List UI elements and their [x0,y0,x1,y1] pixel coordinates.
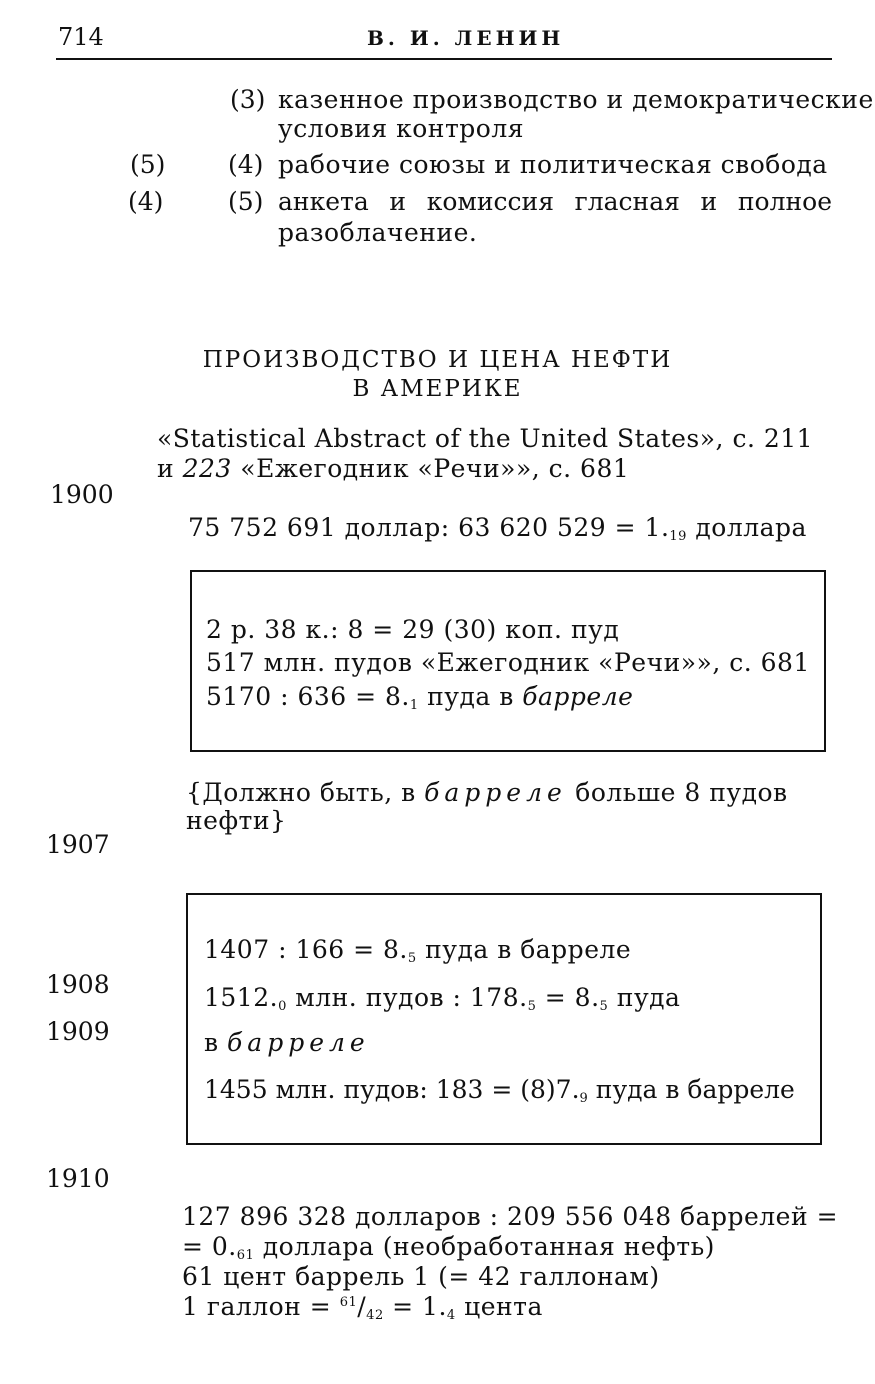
note-line-1: {Должно быть, в барреле больше 8 пудов [186,778,788,807]
list-item-4-left-number: (5) [130,150,166,179]
list-item-4-number: (4) [228,150,264,179]
list-item-4-text: рабочие союзы и политическая свобода [278,150,828,179]
calc-1910-line-3: 61 цент баррель 1 (= 42 галлонам) [182,1262,660,1291]
list-item-5-text: анкета и комиссия гласная и полное [278,187,832,216]
year-1910: 1910 [46,1164,110,1193]
box1-line-1: 2 р. 38 к.: 8 = 29 (30) коп. пуд [206,615,620,644]
list-item-3-text-cont: условия контроля [278,114,524,143]
box1-line-3: 5170 : $636 = 8._1$ пуда в барреле [206,682,634,713]
box1-line-2: 517 млн. пудов «Ежегодник «Речи»», с. 681 [206,648,810,677]
calc-1910-line-4: 1 галлон = $^{61}/_{42} = 1._4$ цента [182,1292,543,1323]
note-line-2: нефти} [186,806,287,835]
box2-line-3: в барреле [204,1028,370,1057]
list-item-3-number: (3) [230,85,266,114]
box2-line-2: $1512._0$ млн. пудов : $178._5 = 8._5$ пуда [204,983,681,1014]
header-rule [56,58,832,60]
calc-box-2 [186,893,822,1145]
year-1909: 1909 [46,1017,110,1046]
list-item-3-text: казенное производство и демократические [278,85,874,114]
box2-line-4: 1455 млн. пудов: $183 = (8)7._9$ пуда в барреле [204,1075,795,1106]
list-item-5-text-cont: разоблачение. [278,218,478,247]
year-1900: 1900 [50,480,114,509]
section-title-line-2: В АМЕРИКЕ [352,376,523,402]
list-item-5-number: (5) [228,187,264,216]
running-title: В. И. ЛЕНИН [367,26,565,50]
source-line-2: и 223 «Ежегодник «Речи»», с. 681 [157,454,630,483]
source-line-1: «Statistical Abstract of the United States», с. 211 [157,424,814,453]
section-title-line-1: ПРОИЗВОДСТВО И ЦЕНА НЕФТИ [202,347,673,373]
list-item-5-left-number: (4) [128,187,164,216]
calc-1910-line-1: 127 896 328 долларов : 209 556 048 баррелей = [182,1202,839,1231]
calc-1910-line-2: = $0._{61}$ доллара (необработанная нефть) [182,1232,715,1263]
page-number: 714 [58,23,104,51]
calc-1900: 75 752 691 доллар: 63 620 $529 = 1._{19}$ доллара [188,513,807,544]
box2-line-1: 1407 : $166 = 8._5$ пуда в барреле [204,935,632,966]
year-1908: 1908 [46,970,110,999]
year-1907: 1907 [46,830,110,859]
